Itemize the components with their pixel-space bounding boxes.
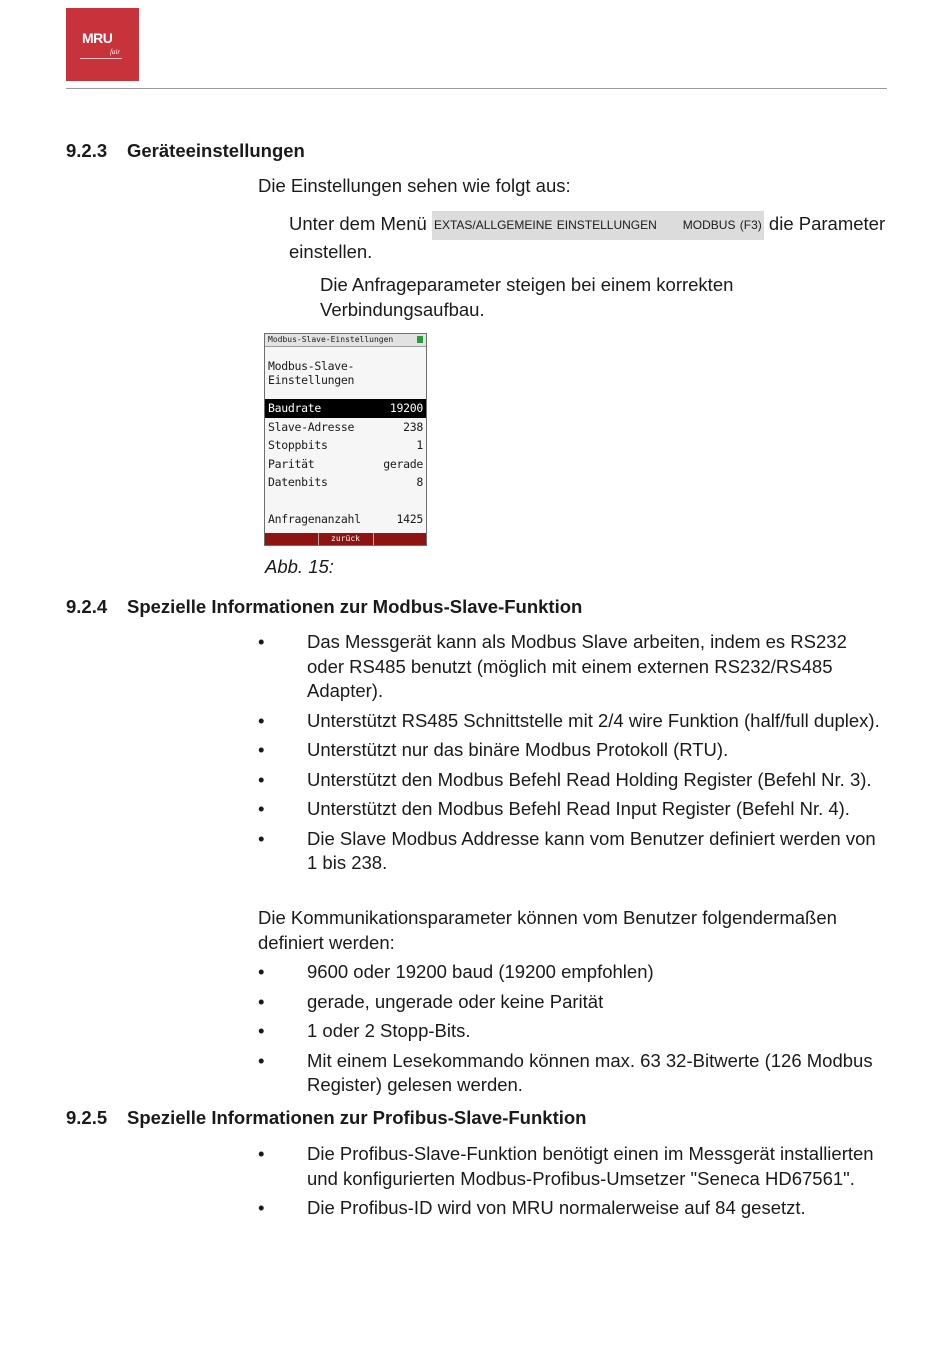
list-item [258,630,886,704]
list-item-text: Die Profibus-ID wird von MRU normalerweise auf 84 gesetzt. [307,1197,806,1218]
section-title: Spezielle Informationen zur Modbus-Slave-Funktion [127,596,583,617]
bullet-icon: • [258,768,265,790]
screen-row-request-count [265,510,426,529]
row-label: Datenbits [268,475,328,489]
bullet-icon: • [258,827,265,849]
list-item [258,709,886,734]
row-label: Anfragenanzahl [268,511,361,526]
list-item-text: Die Slave Modbus Addresse kann vom Benutzer definiert werden von 1 bis 238. [307,827,876,873]
figure-caption: Abb. 15: [265,556,334,577]
profibus-feature-list [258,1142,886,1226]
list-item-text: 9600 oder 19200 baud (19200 empfohlen) [307,961,654,982]
list-item-text: Unterstützt den Modbus Befehl Read Holding Register (Befehl Nr. 3). [307,768,872,790]
list-item-text: gerade, ungerade oder keine Parität [307,990,604,1012]
intro-text: Die Einstellungen sehen wie folgt aus: [258,175,571,196]
row-label: Baudrate [268,401,321,415]
header-rule [66,88,887,89]
list-item [258,768,886,793]
row-label: Parität [268,456,315,471]
row-label: Stoppbits [268,438,328,452]
list-item [258,960,886,985]
battery-icon [417,336,423,343]
section-title: Geräteeinstellungen [127,140,305,161]
back-softkey: zurück [318,533,374,545]
screen-row-slave-address [265,418,426,437]
section-title: Spezielle Informationen zur Profibus-Slave-Funktion [127,1107,587,1128]
menu-path-label [432,211,764,240]
list-item [258,738,886,763]
step1-post: die Parameter [763,213,886,234]
screen-row-stop-bits [265,436,426,455]
screen-softkey-bar [265,533,426,545]
screen-row-parity [265,455,426,474]
modbus-feature-list [258,630,886,881]
list-item-text: Mit einem Lesekommando können max. 63 32-Bitwerte (126 Modbus Register) gelesen werden. [307,1049,873,1095]
menu-key: MODBUS (F3) [682,218,762,232]
bullet-icon: • [258,739,265,760]
bullet-icon: • [258,1197,265,1218]
logo-mark: MRU [82,30,113,46]
bullet-icon: • [258,709,265,731]
bullet-icon: • [258,631,265,652]
screen-title: Modbus-Slave-Einstellungen [268,335,394,344]
bullet-icon: • [258,1020,265,1041]
step1-line2: einstellen. [289,240,373,262]
logo-underline [80,58,122,59]
list-item-text: Unterstützt RS485 Schnittstelle mit 2/4 wire Funktion (half/full duplex). [307,709,880,731]
section-number: 9.2.4 [66,596,108,617]
bullet-icon: • [258,990,265,1012]
bullet-icon: • [258,1049,265,1071]
list-item [258,797,886,822]
row-value: 1425 [396,511,423,526]
screen-title-bar [265,334,426,347]
list-item-text: Unterstützt nur das binäre Modbus Protokoll (RTU). [307,739,729,760]
row-value: 238 [403,419,423,434]
communication-params-list [258,960,886,1103]
screen-spacer [265,492,426,510]
row-value: 19200 [389,401,423,415]
menu-path: EXTAS/ALLGEMEINE EINSTELLUNGEN [433,218,657,232]
row-value: gerade [383,456,423,471]
device-screen-figure [264,333,427,546]
list-item-text: Unterstützt den Modbus Befehl Read Input Register (Befehl Nr. 4). [307,798,850,819]
list-item [258,990,886,1015]
list-item [258,1019,886,1044]
list-item [258,827,886,876]
screen-row-baudrate [265,399,426,418]
section-number: 9.2.5 [66,1107,108,1128]
company-logo [66,8,139,81]
row-label: Slave-Adresse [268,419,355,434]
logo-sub: fair [110,48,121,56]
step1-pre: Unter dem Menü [289,213,432,234]
bullet-icon: • [258,798,265,819]
list-item-text: Die Profibus-Slave-Funktion benötigt einen im Messgerät installierten und konfigurierten Modbus-Profibus-Umsetzer "Seneca HD67561". [307,1143,874,1189]
list-item [258,1196,886,1221]
step2-line2: Verbindungsaufbau. [320,298,485,320]
screen-row-data-bits [265,473,426,492]
list-item [258,1142,886,1191]
section-number: 9.2.3 [66,140,108,161]
list-item-text: Das Messgerät kann als Modbus Slave arbeiten, indem es RS232 oder RS485 benutzt (möglich mit einem externen RS232/RS485 Adapter). [307,631,847,701]
screen-heading: Modbus-Slave-Einstellungen [268,359,355,387]
step-menu-instruction [289,211,889,264]
communication-params-intro: Die Kommunikationsparameter können vom Benutzer folgendermaßen definiert werden: [258,907,837,953]
list-item-text: 1 oder 2 Stopp-Bits. [307,1020,471,1041]
list-item [258,1049,886,1098]
bullet-icon: • [258,1143,265,1164]
row-value: 1 [416,438,423,452]
bullet-icon: • [258,961,265,982]
step2-line1: Die Anfrageparameter steigen bei einem korrekten [320,274,734,295]
row-value: 8 [416,475,423,489]
step-query-note [320,273,733,322]
